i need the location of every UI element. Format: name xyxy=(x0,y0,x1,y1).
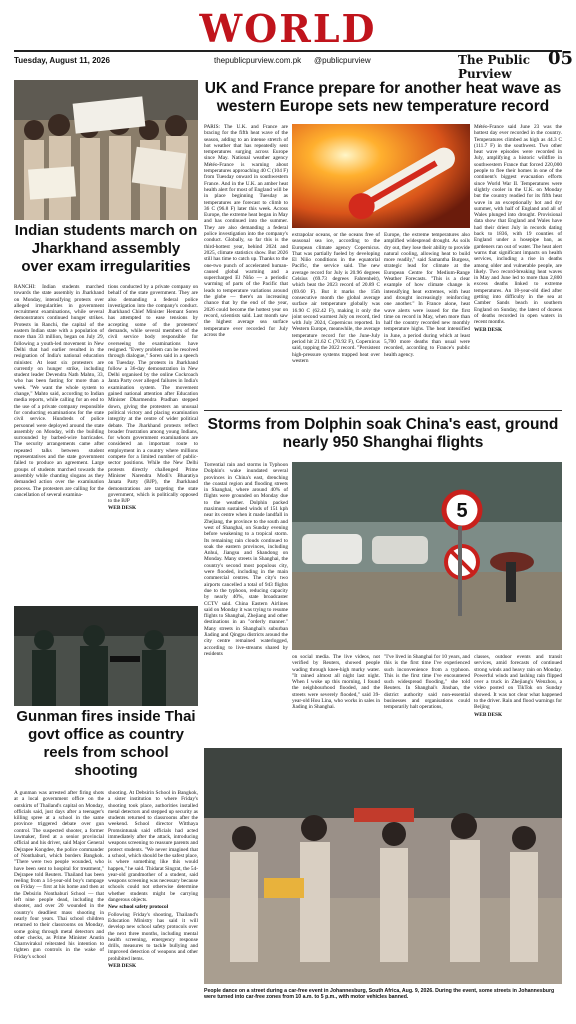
photo-flooded-street xyxy=(204,460,288,461)
china-column-4 xyxy=(474,654,562,742)
india-body-2: tions conducted by a private company on behalf of the state government. They are also demanding a federal police investigation into the company's conduct. Jharkhand Chief Minister Hemant Soren has attempted to ease tensions by accepting some of the protesters' demands, while several members of the civil service body responsible for overseeing the examinations have resigned. "Every problem can be resolved through dialogue," Soren said in a speech on Tuesday. The protests in Jharkhand follow a 36-day demonstration in New Delhi organised by the online Cockroach Janta Party over alleged failures in India's examination system. The movement gained national attention after Education Minister Dharmendra Pradhan stepped down, giving the protesters an unusual political victory and placing examination integrity at the centre of wider political debate. The Jharkhand protests reflect broader frustration among young Indians, for whom government examinations are considered an important route to employment in a country where millions compete for a limited number of public-sector positions. While the New Delhi protests directly challenged Prime Minister Narendra Modi's Bharatiya Janata Party (BJP), the Jharkhand demonstrations are targeting the state government, which is politically opposed to the BJP xyxy=(108,284,198,505)
paper-name: The Public Purview xyxy=(458,53,531,81)
photo-johannesburg-dance xyxy=(204,748,562,984)
section-title: WORLD xyxy=(199,6,377,51)
page-number: 05 xyxy=(548,48,574,69)
thai-headline: Gunman fires inside Thai govt office as country reels from school shooting xyxy=(16,708,196,779)
masthead-subbar xyxy=(14,48,574,81)
thai-body-2: shooting. At Debsirin School in Bangkok, a sister institution to where Friday's shooting took place, authorities installed metal detectors and stepped up security as students returned to classrooms after the weekend. School director Witthaya Promsintunak said officials had acted immediately after the attack, introducing weapons screening to reassure parents and protect students. "We never imagined that a school, which should be the safest place, is where something like this would happen," he said. Thidarat Singrat, the 54-year-old grandmother of a student, said weapons screening was necessary because schools could not otherwise determine whether students might be carrying dangerous objects. xyxy=(108,790,198,904)
website-link[interactable]: thepublicpurview.com.pk xyxy=(214,56,302,65)
thermometer-sun-illustration xyxy=(292,124,470,228)
china-column-2 xyxy=(292,654,380,742)
heatwave-byline: WEB DESK xyxy=(474,326,503,333)
heatwave-body-1: PARIS: The U.K. and France are bracing for the fifth heat wave of the season, adding to an intense stretch of hot weather that has repeatedly sent temperatures surging across Europe since May. National weather agency Météo-France is warning about temperatures approaching 40 C (104 F) from Tuesday onward in southwestern France. And in the U.K. an amber heat health alert for most of England will be in place beginning Tuesday as temperatures are forecast to climb to 36 C (96.8 F) later this week. Across Europe, the extreme heat began in May and has continued into the summer. They are also demanding a federal police investigation into the company's conduct. Globally, so far this is the third-hottest year, behind 2024 and 2025, climate statistics show. But 2026 still has time to catch up. Thanks to the one-two punch of accelerated human-caused global warming and a supercharged El Niño — a periodic warming of parts of the Pacific that leads to temperature variations around the globe — there's an increasing chance that by the end of the year, 2026 could become the hottest year on record, scientists said. Last month saw the highest average sea surface temperature ever recorded for July across the xyxy=(204,124,288,338)
social-handle[interactable]: @publicpurview xyxy=(314,56,371,65)
street-dance-illustration xyxy=(204,748,562,984)
heatwave-body-2: extrapolar oceans, or the oceans free of seasonal sea ice, according to the European climate agency Copernicus. That was partially fueled by developing El Niño conditions in the equatorial Pacific, the service said. The new average record for July is 20.96 degrees Celsius (69.73 degrees Fahrenheit), which beat the 2023 record of 20.89 C (69.60 F). But it marks the 15th consecutive month the global average surface air temperature globally was 16.90 C (62.42 F), making it only the joint second warmest July on record, tied with July 2024, Copernicus reported. In Western Europe, meanwhile, the average temperature record for the June-July period hit 21.62 C (70.92 F), Copernicus said, topping the 2022 record. "Persistent high-pressure systems trapped heat over western xyxy=(292,232,380,364)
india-headline: Indian students march on Jharkhand assembly over exam irregularities xyxy=(14,222,198,275)
china-body-2: on social media. The live videos, not verified by Reuters, showed people wading through knee-high murky water. "It rained almost all night last night. When I woke up this morning, I found the neighbourhood flooded, and the streets were severely flooded," said 39-year-old Hou Lina, who works in sales in Jiading in Shanghai. xyxy=(292,654,380,711)
china-column-3 xyxy=(384,654,470,742)
china-body-1: Torrential rain and storms in Typhoon Dolphin's wake inundated several provinces in China's east, drenching the coastal region and flooding streets in Shanghai, where around 40% of flights were grounded on Monday due to the weather. Dolphin packed maximum sustained winds of 151 kph near its centre when it made landfall in Zhejiang, the province to the south and west of Shanghai, on Sunday evening before weakening to a tropical storm. Its remaining rain clouds continued to soak the eastern provinces, including Anhui, Jiangsu and Shandong on Monday. Many streets in Shanghai, the country's second most populous city, were flooded, including in the main commercial centres. The city's two airports cancelled a total of 943 flights due to the typhoon, reducing capacity by nearly 40%, state broadcaster CCTV said. China Eastern Airlines said on Monday it was trying to resume flights to Shanghai, Zhejiang and other destinations in an "orderly manner." Many streets in Shanghai's suburban Jiading and Qingpu districts around the city centre remained waterlogged, according to live-streams shared by residents xyxy=(204,462,288,657)
thai-column-1 xyxy=(14,790,104,1016)
masthead xyxy=(0,0,576,81)
photo-caption: People dance on a street during a car-free event in Johannesburg, South Africa, Aug. 9, 2026. During the event, some streets in Johannesburg were turned into car-free zones from 10 a.m. to 5 p.m., with motor vehicles banned. xyxy=(204,988,555,1001)
photo-india-protest xyxy=(14,80,198,220)
police-illustration xyxy=(14,606,198,706)
china-body-3: "I've lived in Shanghai for 10 years, and this is the first time I've experienced such inconvenience from a typhoon. This is the first time I've encountered such widespread flooding," she told Reuters. In Shanghai's Jinshan, the district authority said non-essential businesses and organisations could temporarily halt operations, xyxy=(384,654,470,711)
flood-illustration xyxy=(292,462,562,650)
section-divider xyxy=(204,410,562,411)
china-body-4: classes, outdoor events and transit services, amid forecasts of continued strong winds and heavy rain on Monday. Powerful winds and lashing rain flipped over a truck in Zhejiang's Wenzhou, a video posted on TikTok on Sunday showed. It was not clear what happened to the driver. Rain and flood warnings for Beijing xyxy=(474,654,562,711)
india-column-1 xyxy=(14,284,104,602)
india-body-1: RANCHI: Indian students marched towards the state assembly in Jharkhand on Monday, intensifying protests over alleged irregularities in government recruitment examinations, while several demonstrators continued hunger strikes. Protests in Ranchi, the capital of the eastern Indian state with a population of more than 33 million, began on July 29, following a youth-led movement in New Delhi that had earlier resulted in the resignation of India's national education minister. At least six protesters are currently on hunger strike, including student leader Devendra Nath Mahto, 33, who has been fasting for more than a week. "We want the whole system to change," Mahto said, according to Indian media reports, while calling for an end to the use of a private company responsible for conducting examinations for the state civil service. Hundreds of police personnel were deployed around the state assembly on Monday, with the building surrounded by barbed-wire barricades. The security arrangements came after repeated talks between student representatives and the state government failed to produce an agreement. Large groups of students marched towards the assembly while chanting slogans as they demanded action over the examination process. The protesters are calling for the cancellation of several examina- xyxy=(14,284,104,498)
china-column-1 xyxy=(204,462,288,742)
heatwave-body-4: Météo-France said June 23 was the hottest day ever recorded in the country. Temperatures climbed as high as 44.3 C (111.7 F) in the southwest. Two other heat wave episodes were recorded in July, amplifying a historic wildfire in southwestern France that forced 220,000 people to flee their homes in one of the continent's biggest evacuation efforts since World War II. Temperatures were slightly cooler in the U.K. on Monday but the country readied for its fifth heat wave in an exceptionally hot and dry summer, with half of England and all of Wales plunged into drought. Provisional data show that England and Wales have had their driest July in records dating back to 1836, with 19 counties of England under a hosepipe ban, as gardeners ran out of water. The heat alert warns that significant impacts on health services, including a rise in deaths among older and vulnerable people, are likely. Two record-breaking heat waves in May and June led to more than 2,800 excess deaths linked to extreme temperatures. An 18-year-old died after getting into difficulty in the sea at Camber Sands beach in southern England on Sunday, the latest of dozens of deaths recorded in open waters in recent months. xyxy=(474,124,562,326)
thai-column-2 xyxy=(108,790,198,1016)
india-byline: WEB DESK xyxy=(108,505,137,512)
protest-photo-illustration xyxy=(14,80,198,220)
heatwave-column-1 xyxy=(204,124,288,404)
heatwave-body-3: Europe, the extreme temperatures also amplified widespread drought. As soils dry out, they lose their ability to provide natural cooling, allowing heat to build more readily," said Samantha Burgess, strategic lead for climate at the European Centre for Medium-Range Weather Forecasts. "This is a clear example of how climate change is intensifying heat extremes, with heat and drought increasingly reinforcing one another." In France alone, heat wave alerts were issued for the first time on record in May, when more than half the country recorded new monthly temperature highs. The heat intensified in June, a period during which at least 5,700 more deaths than usual were recorded, according to France's public health agency. xyxy=(384,232,470,358)
thai-body-2b: Following Friday's shooting, Thailand's Education Ministry has said it will develop new school safety protocols over the next three months, including mental health screening, emergency response drills, measures to tackle bullying and improved detection of weapons and other prohibited items. xyxy=(108,911,198,962)
photo-thai-police xyxy=(14,606,198,706)
photo-thermometer xyxy=(292,124,470,228)
svg-text:5: 5 xyxy=(456,500,468,522)
china-headline: Storms from Dolphin soak China's east, ground nearly 950 Shanghai flights xyxy=(207,416,559,451)
heatwave-headline: UK and France prepare for another heat wave as western Europe sets new temperature record xyxy=(204,80,562,115)
heatwave-column-4 xyxy=(474,124,562,404)
photo-shanghai-flood xyxy=(292,462,562,650)
heatwave-column-2 xyxy=(292,232,380,404)
india-column-2 xyxy=(108,284,198,602)
heatwave-column-3 xyxy=(384,232,470,404)
thai-body-1: A gunman was arrested after firing shots at a local government office on the outskirts of Thailand's capital on Monday, officials said, just days after a teenager's killing spree at a school in the same province triggered debate over gun control. The suspected shooter, a former lawmaker, fired at a senior provincial official and his driver, said Major General Dejrapee Kongdee, the police commander of Nonthaburi, which borders Bangkok. "There were two people wounded, who have been sent to hospital for treatment," Dejrapee told Reuters. Thailand has been reeling from a 14-year-old boy's rampage on Friday — first at his home and then at the Debsirin Nonthaburi School — that left nine people dead, including the shooter, and over 20 wounded in the country's deadliest mass shooting in nearly four years. Thai school children returned to their classrooms on Monday, some going through metal detectors and other checks, as Prime Minister Anutin Charnvirakul reiterated his intention to tighten gun controls in the wake of Friday's school xyxy=(14,790,104,960)
issue-date: Tuesday, August 11, 2026 xyxy=(14,56,110,65)
thai-byline: WEB DESK xyxy=(108,963,137,970)
thai-subhead: New school safety protocol xyxy=(108,904,169,911)
china-byline: WEB DESK xyxy=(474,711,503,718)
